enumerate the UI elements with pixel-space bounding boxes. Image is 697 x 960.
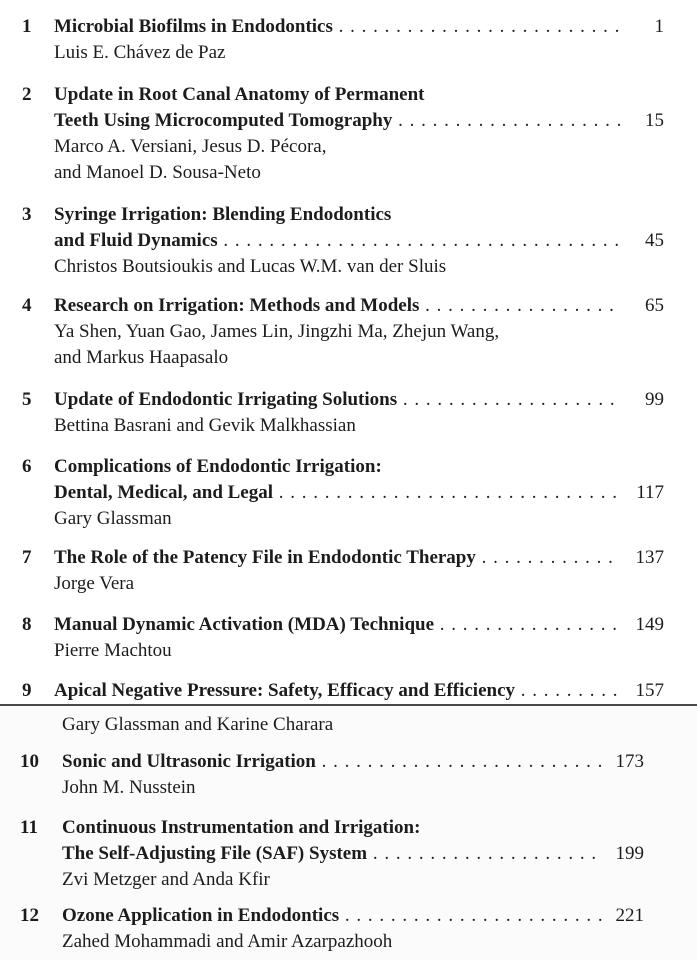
chapter-number: 7: [22, 547, 32, 568]
chapter-authors: Bettina Basrani and Gevik Malkhassian: [54, 415, 356, 436]
chapter-authors: Zvi Metzger and Anda Kfir: [62, 869, 270, 890]
chapter-number: 3: [22, 204, 32, 225]
page-number[interactable]: 199: [615, 843, 644, 864]
chapter-authors: Pierre Machtou: [54, 640, 172, 661]
chapter-authors: Marco A. Versiani, Jesus D. Pécora,: [54, 136, 327, 157]
chapter-authors: Christos Boutsioukis and Lucas W.M. van der Sluis: [54, 256, 447, 277]
chapter-title-line[interactable]: Continuous Instrumentation and Irrigation:: [62, 817, 421, 838]
page-number[interactable]: 221: [615, 905, 644, 926]
chapter-number: 5: [22, 389, 32, 410]
chapter-authors: and Markus Haapasalo: [54, 347, 229, 368]
chapter-title[interactable]: Teeth Using Microcomputed Tomography . . .: [54, 108, 620, 134]
chapter-authors: Ya Shen, Yuan Gao, James Lin, Jingzhi Ma, Zhejun Wang,: [54, 321, 500, 342]
chapter-authors: Gary Glassman: [54, 508, 172, 529]
chapter-authors: Gary Glassman and Karine Charara: [62, 714, 334, 735]
page-number[interactable]: 117: [636, 482, 664, 503]
chapter-number: 4: [22, 295, 32, 316]
page-number[interactable]: 65: [645, 295, 664, 316]
page-number[interactable]: 173: [615, 751, 644, 772]
page-number[interactable]: 45: [645, 230, 664, 251]
chapter-authors: and Manoel D. Sousa-Neto: [54, 162, 261, 183]
chapter-number: 1: [22, 16, 32, 37]
page-number[interactable]: 15: [645, 110, 664, 131]
chapter-number: 10: [20, 751, 39, 772]
chapter-title[interactable]: Manual Dynamic Activation (MDA) Technique . . .: [54, 612, 620, 638]
chapter-title[interactable]: The Role of the Patency File in Endodontic Therapy . . .: [54, 545, 620, 571]
page-number[interactable]: 137: [635, 547, 664, 568]
chapter-authors: Zahed Mohammadi and Amir Azarpazhooh: [62, 931, 393, 952]
chapter-number: 11: [20, 817, 38, 838]
chapter-title[interactable]: Ozone Application in Endodontics . . .: [62, 903, 602, 929]
chapter-number: 9: [22, 680, 32, 701]
chapter-title[interactable]: Apical Negative Pressure: Safety, Efficacy and Efficiency . . .: [54, 678, 620, 704]
page-number[interactable]: 149: [635, 614, 664, 635]
chapter-title[interactable]: Research on Irrigation: Methods and Models . . .: [54, 293, 620, 319]
chapter-title-line[interactable]: Update in Root Canal Anatomy of Permanent: [54, 84, 425, 105]
page-number[interactable]: 99: [645, 389, 664, 410]
page-number[interactable]: 1: [654, 16, 664, 37]
chapter-authors: Jorge Vera: [54, 573, 135, 594]
chapter-authors: Luis E. Chávez de Paz: [54, 42, 226, 63]
chapter-title-line[interactable]: Complications of Endodontic Irrigation:: [54, 456, 382, 477]
chapter-number: 6: [22, 456, 32, 477]
chapter-number: 2: [22, 84, 32, 105]
page-number[interactable]: 157: [635, 680, 664, 701]
chapter-title[interactable]: Sonic and Ultrasonic Irrigation . . .: [62, 749, 602, 775]
chapter-title[interactable]: and Fluid Dynamics . . .: [54, 228, 620, 254]
chapter-title[interactable]: Update of Endodontic Irrigating Solutions . . .: [54, 387, 620, 413]
chapter-number: 12: [20, 905, 39, 926]
chapter-title[interactable]: The Self-Adjusting File (SAF) System . . .: [62, 841, 602, 867]
chapter-authors: John M. Nusstein: [62, 777, 196, 798]
chapter-number: 8: [22, 614, 32, 635]
page-divider: [0, 704, 697, 706]
chapter-title[interactable]: Microbial Biofilms in Endodontics . . .: [54, 14, 620, 40]
chapter-title-line[interactable]: Syringe Irrigation: Blending Endodontics: [54, 204, 392, 225]
chapter-title[interactable]: Dental, Medical, and Legal . . .: [54, 480, 620, 506]
